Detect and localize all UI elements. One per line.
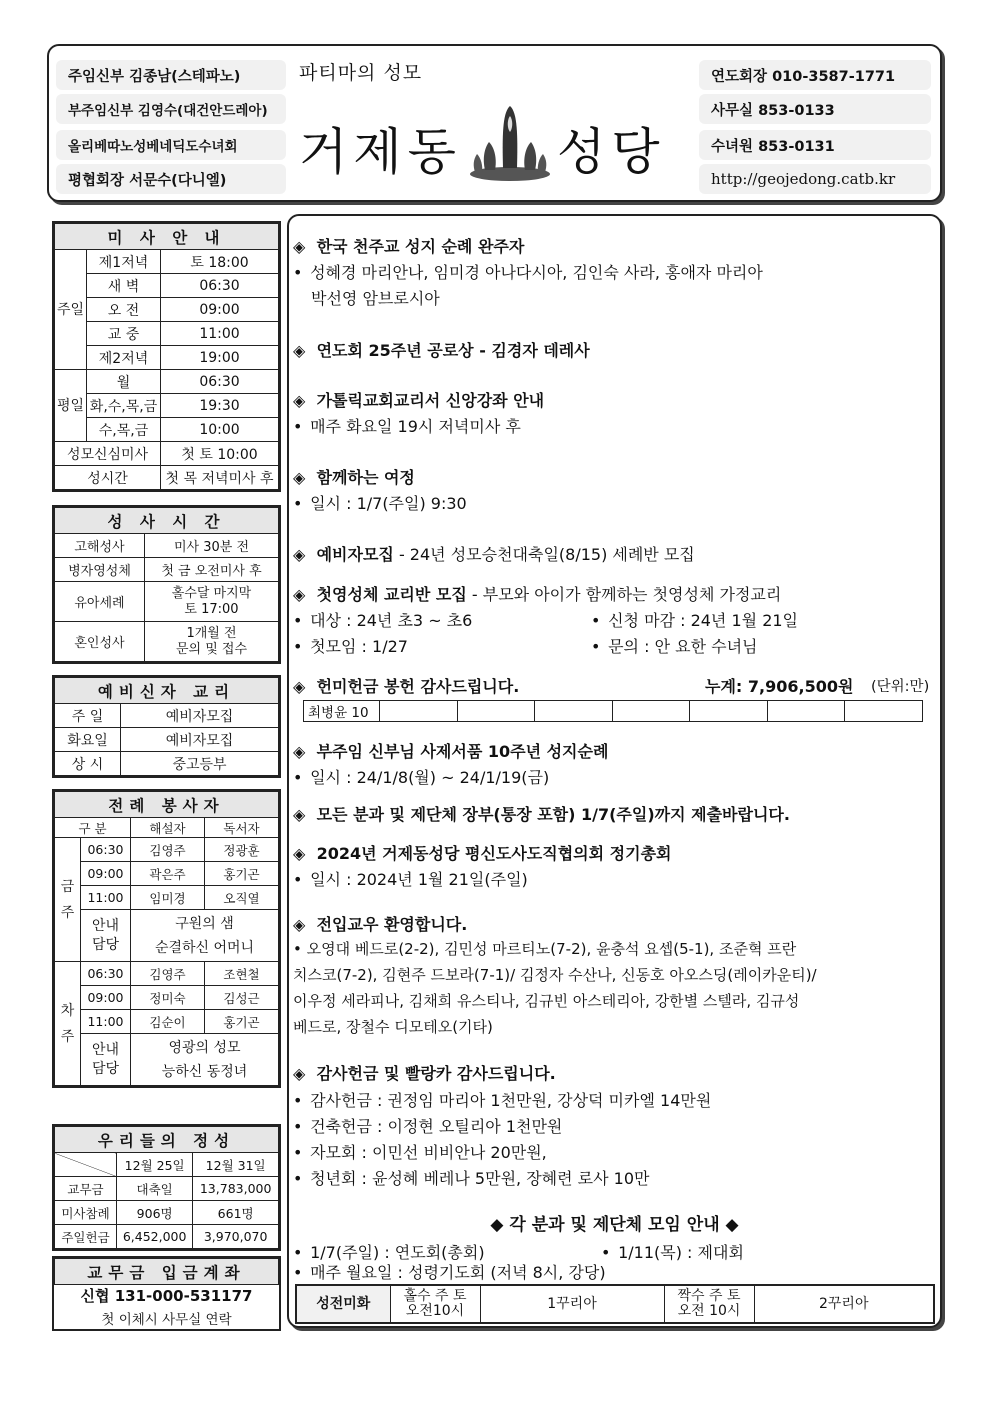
diamond-bullet-icon: ◈ (293, 545, 306, 564)
table-row (55, 558, 279, 582)
dot-bullet-icon: • (293, 1169, 303, 1188)
notice-catechism-title (293, 388, 544, 411)
dot-bullet-icon: • (293, 494, 303, 513)
mass-time: 06:30 (161, 274, 279, 298)
commentator: 김영주 (131, 962, 205, 986)
guide-label-line: 담당 (91, 1060, 120, 1077)
notice-line (293, 867, 528, 890)
notice-pilgrimage-title (293, 234, 524, 257)
mass-name: 교 중 (87, 322, 161, 346)
parish-subtitle: 파티마의 성모 (299, 62, 423, 84)
reader: 김성근 (205, 986, 279, 1010)
commentator: 김영주 (131, 838, 205, 862)
dot-bullet-icon: • (293, 1091, 303, 1110)
office-phone: 사무실 853-0133 (699, 94, 931, 124)
mass-time: 06:30 (81, 838, 131, 862)
offering-value: 3,970,070 (193, 1225, 279, 1249)
notice-text: 일시 : 1/7(주일) 9:30 (310, 494, 467, 513)
notice-line (293, 414, 521, 437)
table-row (55, 962, 279, 986)
notice-text: - 24년 성모승천대축일(8/15) 세례반 모집 (393, 545, 695, 564)
notice-line: 치스코(7-2), 김현주 드보라(7-1)/ 김정자 수산나, 신동호 아오스딩(레이카운티)/ (293, 966, 817, 984)
offering-value: 13,783,000 (193, 1177, 279, 1201)
notice-line (601, 1240, 744, 1263)
dot-bullet-icon: • (293, 1143, 303, 1162)
notice-anniversary-title (293, 739, 608, 762)
table-row (55, 322, 279, 346)
table-row (55, 534, 279, 558)
table-row (55, 1034, 279, 1086)
sacrament-name: 유아세례 (55, 582, 145, 622)
dot-bullet-icon: • (293, 870, 303, 889)
notice-text: 자모회 : 이민선 비비안나 20만원, (310, 1143, 547, 1162)
odd-week-group: 1꾸리아 (480, 1285, 664, 1323)
notice-text: 첫모임 : 1/27 (310, 637, 408, 656)
offering-value: 661명 (193, 1201, 279, 1225)
catechumen-day: 상 시 (55, 752, 121, 776)
table-row (55, 298, 279, 322)
notice-title-text: 모든 분과 및 제단체 장부(통장 포함) 1/7(주일)까지 제출바랍니다. (316, 805, 790, 824)
table-row (55, 1177, 279, 1201)
donor-entry (767, 701, 845, 722)
notice-text: - 부모와 아이가 함께하는 첫영성체 가정교리 (466, 585, 782, 604)
commentator: 정미숙 (131, 986, 205, 1010)
notice-title-text: 감사헌금 및 빨랑카 감사드립니다. (316, 1064, 556, 1083)
schedule-line: 오전 10시 (677, 1303, 741, 1319)
notice-first-communion-title (293, 582, 781, 605)
notice-ledger-submit (293, 802, 790, 825)
dot-bullet-icon: • (293, 417, 303, 436)
parish-name-left: 거제동 (299, 123, 462, 181)
guide-label-line: 안내 (91, 917, 120, 934)
mass-time: 토 18:00 (161, 250, 279, 274)
diagonal-header-cell (55, 1153, 117, 1177)
diamond-bullet-icon: ◈ (293, 341, 306, 360)
notice-line (293, 1088, 711, 1111)
notice-text: 매주 월요일 : 성령기도회 (저녁 8시, 강당) (310, 1263, 606, 1282)
guide-group: 구원의 샘 (175, 915, 234, 932)
donor-entry (535, 701, 613, 722)
diamond-bullet-icon: ◈ (293, 237, 306, 256)
donor-entry (612, 701, 690, 722)
catechumen-day: 주 일 (55, 704, 121, 728)
donor-entry (380, 701, 458, 722)
table-row (55, 886, 279, 910)
mass-time: 11:00 (161, 322, 279, 346)
sacrament-name: 고해성사 (55, 534, 145, 558)
notice-title-text: 연도회 25주년 공로상 - 김경자 데레사 (316, 341, 590, 360)
notice-line (293, 1260, 606, 1283)
catechumen-title: 예비신자 교리 (55, 678, 279, 704)
council-president-info: 평협회장 서문수(다니엘) (56, 164, 286, 194)
schedule-line: 짝수 주 토 (677, 1288, 741, 1304)
mass-name: 제1저녁 (87, 250, 161, 274)
offering-type: 교무금 (55, 1177, 117, 1201)
account-note: 첫 이체시 사무실 연락 (101, 1311, 232, 1328)
dot-bullet-icon: • (293, 1263, 303, 1282)
mass-name: 성시간 (55, 466, 161, 490)
notice-line (293, 608, 472, 631)
reader: 오직열 (205, 886, 279, 910)
guide-group: 순결하신 어머니 (154, 939, 255, 956)
table-row (55, 1153, 279, 1177)
guide-label (81, 1034, 131, 1086)
table-row (296, 1285, 934, 1323)
notice-line (293, 1140, 547, 1163)
notice-general-assembly-title (293, 841, 672, 864)
notice-line (293, 260, 763, 283)
sacrament-time (145, 622, 279, 662)
notice-journey-title (293, 465, 415, 488)
notice-text: 성혜경 마리안나, 임미경 아나다시아, 김인숙 사라, 홍애자 마리아 (310, 263, 763, 282)
offering-value: 6,452,000 (117, 1225, 193, 1249)
schedule-line: 오전10시 (405, 1303, 465, 1319)
mass-name: 성모신심미사 (55, 442, 161, 466)
catechumen-class: 중고등부 (121, 752, 279, 776)
liturgy-ministers-table (52, 789, 281, 1088)
offering-type: 주일헌금 (55, 1225, 117, 1249)
next-week-label: 차주 (55, 962, 81, 1086)
odd-week-schedule (390, 1285, 480, 1323)
table-row (55, 622, 279, 662)
mass-time: 06:30 (161, 370, 279, 394)
notice-line: 베드로, 장철수 디모테오(기타) (293, 1018, 493, 1036)
reader: 정광훈 (205, 838, 279, 862)
sacrament-time: 첫 금 오전미사 후 (145, 558, 279, 582)
notice-text: 일시 : 24/1/8(월) ~ 24/1/19(금) (310, 768, 550, 787)
dot-bullet-icon: • (293, 1243, 303, 1262)
mass-schedule-title: 미 사 안 내 (55, 224, 279, 250)
notice-title-text: 한국 천주교 성지 순례 완주자 (316, 237, 525, 256)
church-cleaning-table (295, 1284, 935, 1324)
guide-label-line: 담당 (91, 936, 120, 953)
table-row (55, 910, 279, 962)
bulletin-header (47, 44, 942, 202)
catechumen-table (52, 675, 281, 778)
mass-schedule-table (52, 221, 281, 492)
notice-text: 매주 화요일 19시 저녁미사 후 (310, 417, 521, 436)
sacrament-name: 혼인성사 (55, 622, 145, 662)
notice-line: 이우정 세라피나, 김채희 유스티나, 김규빈 아스테리아, 강한별 스텔라, 김규성 (293, 992, 800, 1010)
notice-line (293, 634, 408, 657)
table-row (55, 1201, 279, 1225)
sacrament-schedule-table (52, 505, 281, 664)
mass-time: 09:00 (161, 298, 279, 322)
reader: 홍기곤 (205, 1010, 279, 1034)
donor-entry (457, 701, 535, 722)
mass-name: 월 (87, 370, 161, 394)
commentator: 임미경 (131, 886, 205, 910)
notice-board (287, 214, 942, 1328)
notice-title-text: 전입교우 환영합니다. (316, 915, 468, 934)
catechumen-day: 화요일 (55, 728, 121, 752)
notice-title-text: 2024년 거제동성당 평신도사도직협의회 정기총회 (316, 844, 672, 863)
sacrament-time-line: 문의 및 접수 (175, 641, 248, 657)
sacrament-title: 성 사 시 간 (55, 508, 279, 534)
account-title: 교무금 입금계좌 (55, 1259, 279, 1285)
mass-time: 첫 토 10:00 (161, 442, 279, 466)
notice-title-text: 가톨릭교회교리서 신앙강좌 안내 (316, 391, 545, 410)
table-row (55, 250, 279, 274)
notice-line (591, 608, 798, 631)
notice-donation-title (293, 674, 519, 697)
donation-total: 누계: 7,906,500원 (705, 677, 854, 696)
guide-label (81, 910, 131, 962)
offering-table (52, 1124, 281, 1251)
table-row (304, 701, 923, 722)
offering-value: 906명 (117, 1201, 193, 1225)
dot-bullet-icon: • (293, 637, 303, 656)
mass-time: 11:00 (81, 1010, 131, 1034)
catechumen-class: 예비자모집 (121, 704, 279, 728)
sunday-label: 주일 (55, 250, 87, 370)
meeting-guide-title: ◆ 각 분과 및 제단체 모임 안내 ◆ (490, 1215, 739, 1235)
notice-text: 대상 : 24년 초3 ~ 초6 (310, 611, 473, 630)
notice-text: 감사헌금 : 권정임 마리아 1천만원, 강상덕 미카엘 14만원 (310, 1091, 712, 1110)
dot-bullet-icon: • (293, 768, 303, 787)
table-row (55, 752, 279, 776)
guide-groups (131, 910, 279, 962)
mass-time: 19:30 (161, 394, 279, 418)
column-header: 12월 31일 (193, 1153, 279, 1177)
reader: 홍기곤 (205, 862, 279, 886)
convent-phone: 수녀원 853-0131 (699, 130, 931, 160)
table-row (55, 394, 279, 418)
donor-entry: 최병윤 10 (304, 701, 380, 722)
church-logo-icon (469, 102, 551, 182)
cleaning-label: 성전미화 (296, 1285, 390, 1323)
notice-line (293, 491, 467, 514)
notice-title-text: 헌미헌금 봉헌 감사드립니다. (316, 677, 520, 696)
diamond-bullet-icon: ◈ (293, 742, 306, 761)
sacrament-time-line: 홀수달 마지막 (171, 585, 252, 601)
dot-bullet-icon: • (293, 263, 303, 282)
notice-text: 일시 : 2024년 1월 21일(주일) (310, 870, 528, 889)
notice-title-text: 첫영성체 교리반 모집 (316, 585, 467, 604)
liturgy-title: 전례 봉사자 (55, 792, 279, 818)
table-row (55, 370, 279, 394)
notice-welcome-title (293, 912, 467, 935)
sacrament-time: 미사 30분 전 (145, 534, 279, 558)
catechumen-class: 예비자모집 (121, 728, 279, 752)
parish-name-right: 성당 (557, 123, 666, 181)
diamond-bullet-icon: ◈ (293, 677, 306, 696)
diamond-bullet-icon: ◈ (293, 1064, 306, 1083)
commentator: 곽은주 (131, 862, 205, 886)
table-row (55, 704, 279, 728)
notice-title-text: 부주임 신부님 사제서품 10주년 성지순례 (316, 742, 609, 761)
mass-time: 09:00 (81, 862, 131, 886)
schedule-line: 홀수 주 토 (403, 1288, 467, 1304)
notice-title-text: 예비자모집 (316, 545, 394, 564)
mass-time: 첫 목 저녁미사 후 (161, 466, 279, 490)
this-week-label: 금주 (55, 838, 81, 962)
column-header: 해설자 (131, 818, 205, 838)
weekday-label: 평일 (55, 370, 87, 442)
donor-table (303, 700, 923, 722)
donation-unit: (단위:만) (871, 679, 930, 695)
mass-time: 19:00 (161, 346, 279, 370)
diamond-bullet-icon: ◈ (293, 805, 306, 824)
notice-award-title (293, 338, 590, 361)
notice-text: 청년회 : 윤성혜 베레나 5만원, 장혜련 로사 10만 (310, 1169, 650, 1188)
account-table (52, 1256, 281, 1331)
offering-value: 대축일 (117, 1177, 193, 1201)
dot-bullet-icon: • (591, 637, 601, 656)
even-week-schedule (664, 1285, 754, 1323)
table-row (55, 466, 279, 490)
table-row (55, 582, 279, 622)
notice-line (293, 1114, 562, 1137)
table-row (55, 1010, 279, 1034)
donor-entry (690, 701, 768, 722)
sacrament-name: 병자영성체 (55, 558, 145, 582)
dot-bullet-icon: • (293, 1117, 303, 1136)
notice-catechumen-recruit (293, 542, 695, 565)
guide-group: 능하신 동정녀 (161, 1063, 248, 1080)
dot-bullet-icon: • (601, 1243, 611, 1262)
account-number: 신협 131-000-531177 (80, 1287, 253, 1306)
offering-type: 미사참례 (55, 1201, 117, 1225)
table-row (55, 418, 279, 442)
even-week-group: 2꾸리아 (754, 1285, 934, 1323)
table-row (55, 1225, 279, 1249)
guide-groups (131, 1034, 279, 1086)
notice-thanks-title (293, 1061, 556, 1084)
notice-line: 박선영 암브로시아 (311, 289, 440, 308)
table-row (55, 442, 279, 466)
diamond-bullet-icon: ◈ (293, 468, 306, 487)
column-header: 구 분 (55, 818, 131, 838)
notice-text: 1/7(주일) : 연도회(총회) (310, 1243, 485, 1262)
notice-line: • 오영대 베드로(2-2), 김민성 마르티노(7-2), 윤충석 요셉(5-1), 조준혁 프란 (293, 940, 797, 958)
diamond-bullet-icon: ◈ (293, 391, 306, 410)
table-row (55, 346, 279, 370)
notice-line (293, 1166, 649, 1189)
mass-time: 09:00 (81, 986, 131, 1010)
mass-time: 10:00 (161, 418, 279, 442)
table-row (55, 986, 279, 1010)
mass-time: 06:30 (81, 962, 131, 986)
donor-entry (845, 701, 923, 722)
dot-bullet-icon: • (293, 611, 303, 630)
memorial-president-phone: 연도회장 010-3587-1771 (699, 60, 931, 90)
mass-name: 오 전 (87, 298, 161, 322)
table-row (55, 728, 279, 752)
table-row (55, 838, 279, 862)
table-row (55, 274, 279, 298)
diamond-bullet-icon: ◈ (293, 844, 306, 863)
associate-pastor-info: 부주임신부 김영수(대건안드레아) (56, 94, 286, 124)
notice-text: 신청 마감 : 24년 1월 21일 (608, 611, 799, 630)
convent-info: 올리베따노성베네딕도수녀회 (56, 130, 286, 160)
mass-name: 새 벽 (87, 274, 161, 298)
notice-line (293, 765, 549, 788)
sacrament-time-line: 1개월 전 (186, 625, 237, 641)
diamond-bullet-icon: ◈ (293, 915, 306, 934)
diamond-bullet-icon: ◈ (293, 585, 306, 604)
notice-line (591, 634, 757, 657)
table-row (55, 818, 279, 838)
sacrament-time (145, 582, 279, 622)
commentator: 김순이 (131, 1010, 205, 1034)
notice-text: 1/11(목) : 제대회 (618, 1243, 744, 1262)
reader: 조현철 (205, 962, 279, 986)
mass-name: 화,수,목,금 (87, 394, 161, 418)
dot-bullet-icon: • (591, 611, 601, 630)
notice-text: 문의 : 안 요한 수녀님 (608, 637, 758, 656)
mass-name: 제2저녁 (87, 346, 161, 370)
sacrament-time-line: 토 17:00 (184, 601, 239, 617)
mass-name: 수,목,금 (87, 418, 161, 442)
table-row (55, 862, 279, 886)
notice-text: 건축헌금 : 이정현 오틸리아 1천만원 (310, 1117, 563, 1136)
mass-time: 11:00 (81, 886, 131, 910)
column-header: 12월 25일 (117, 1153, 193, 1177)
pastor-info: 주임신부 김종남(스테파노) (56, 60, 286, 90)
notice-title-text: 함께하는 여정 (316, 468, 415, 487)
column-header: 독서자 (205, 818, 279, 838)
guide-label-line: 안내 (91, 1041, 120, 1058)
guide-group: 영광의 성모 (168, 1039, 241, 1056)
offering-title: 우리들의 정성 (55, 1127, 279, 1153)
website-link[interactable]: http://geojedong.catb.kr (699, 164, 931, 194)
